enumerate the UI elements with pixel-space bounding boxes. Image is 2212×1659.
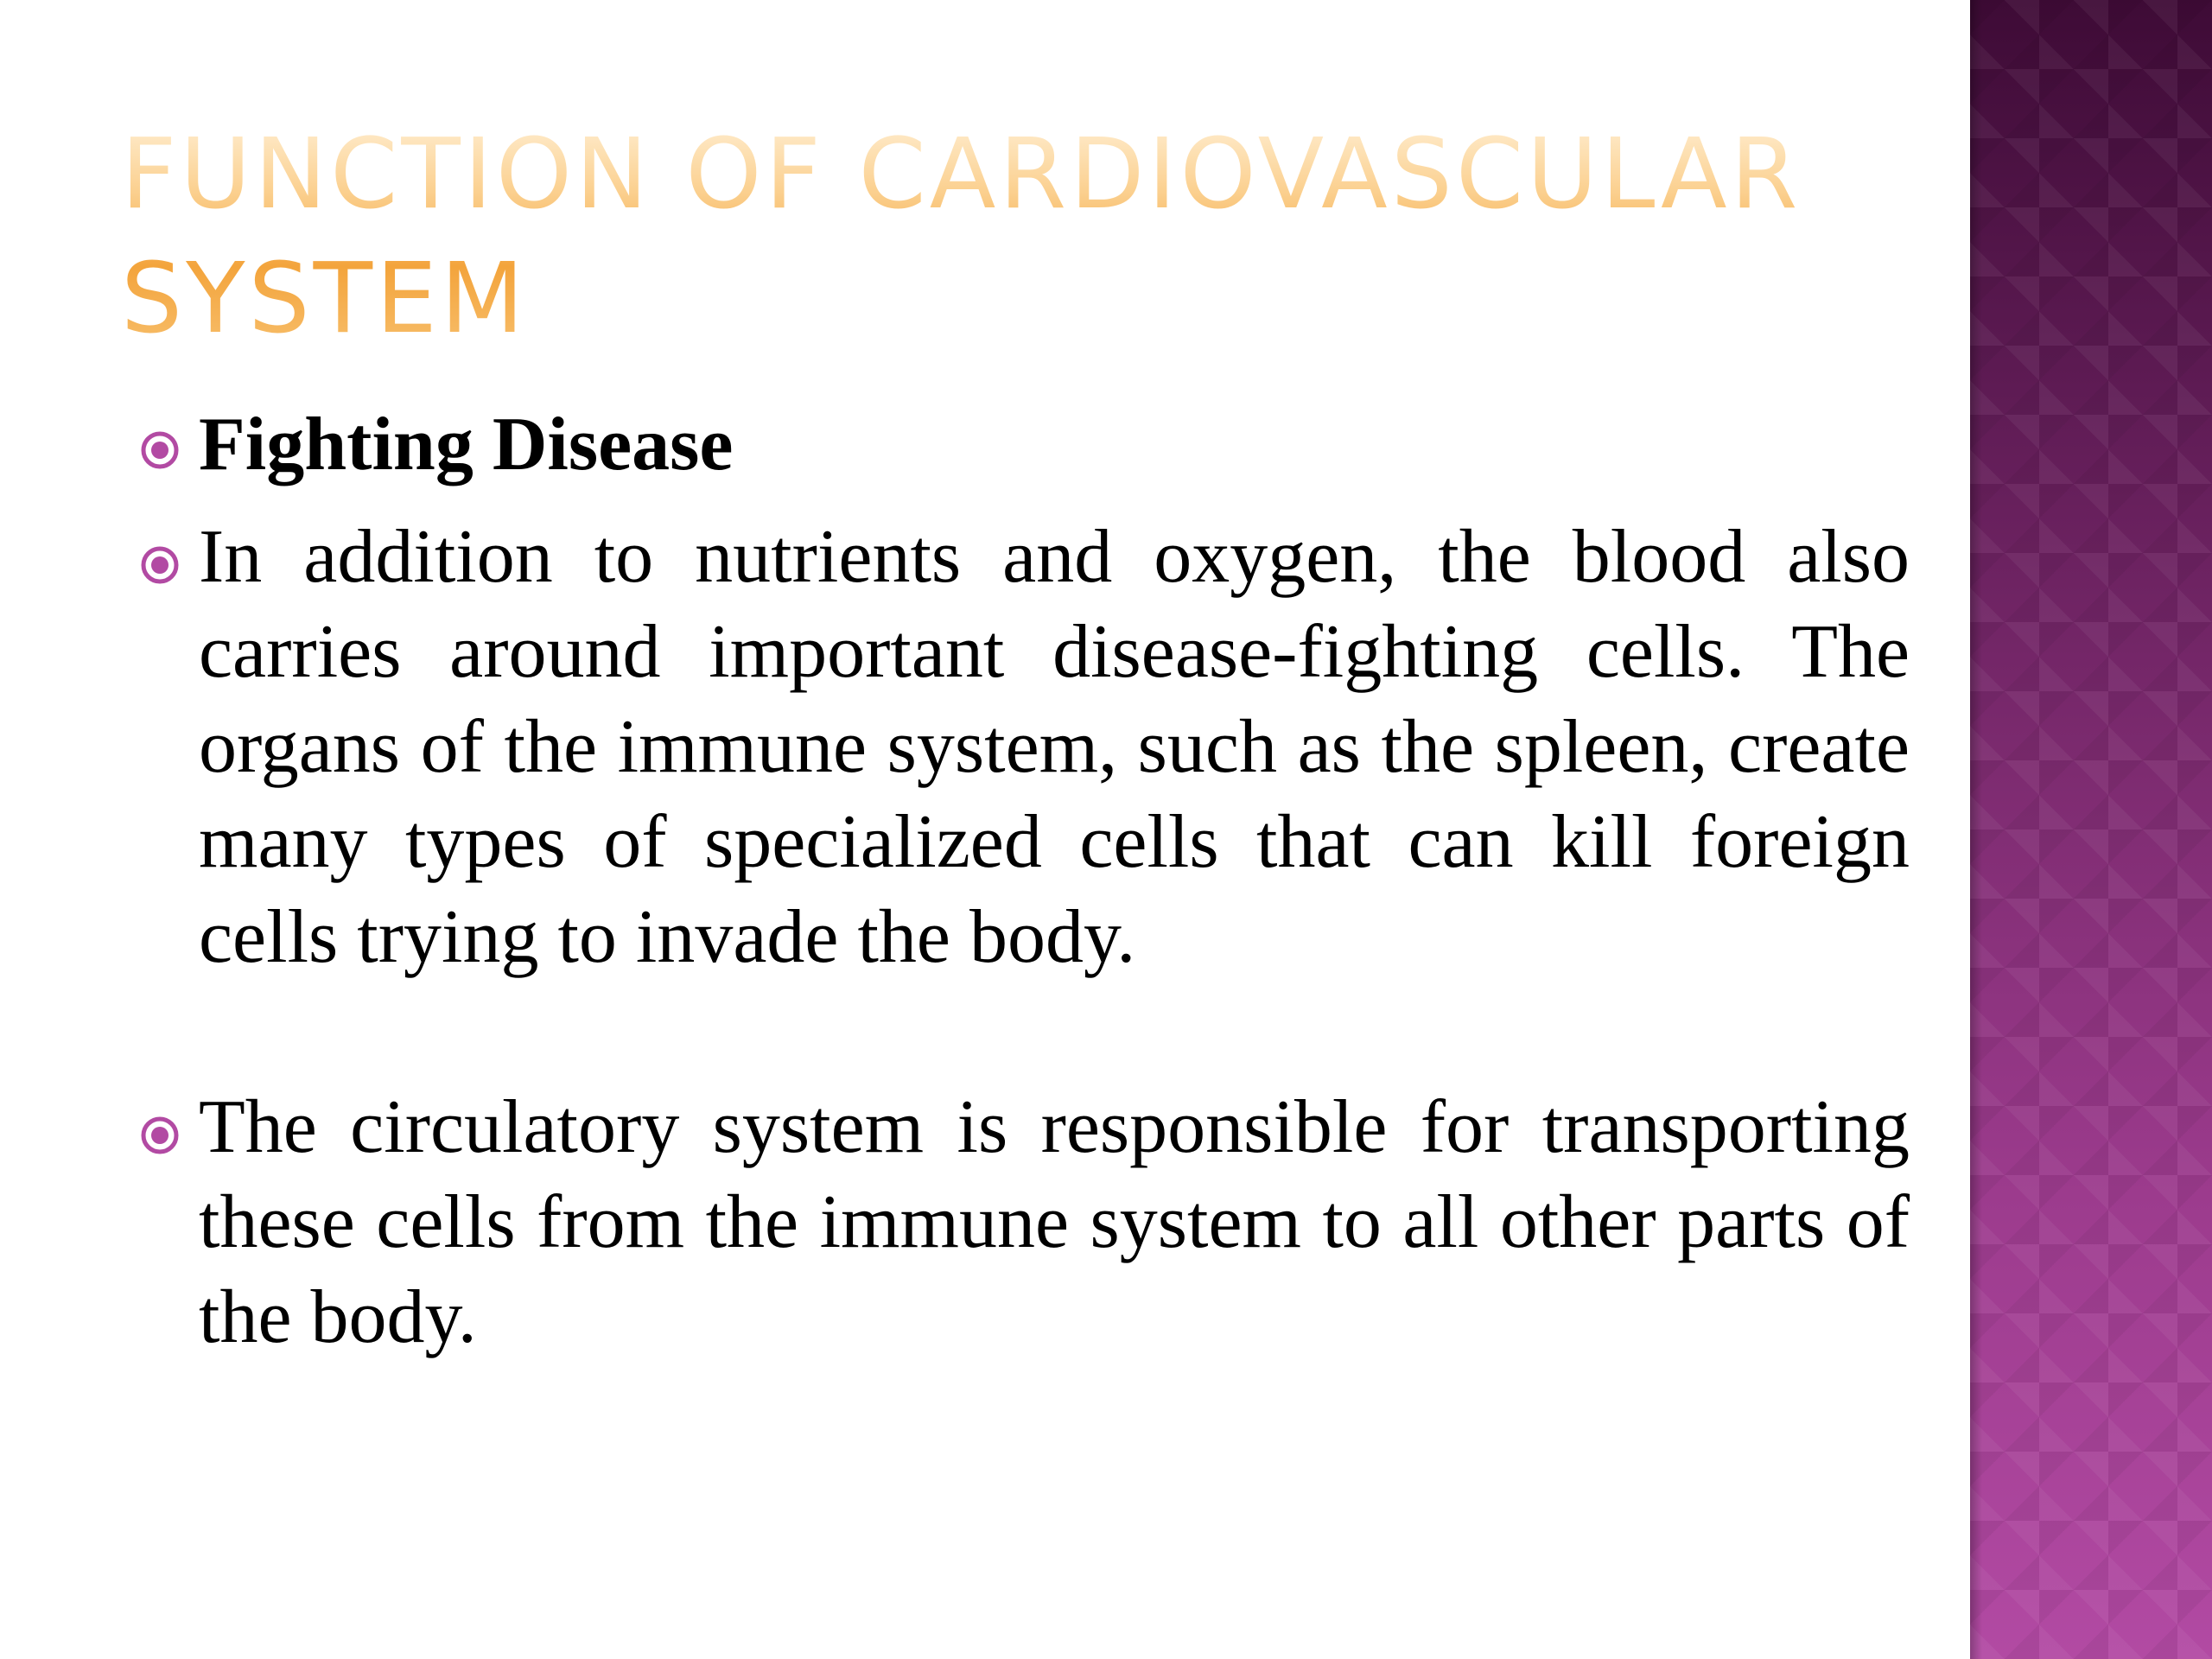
bullet-text: In addition to nutrients and oxygen, the blood also carries around important disease-fighting cells. The organs of the immune system, such as the spleen, create many types of specialized cells that can kill foreign cells trying to invade the body. — [199, 515, 1910, 979]
bullet-text: Fighting Disease — [199, 403, 734, 486]
side-band-shadow — [1970, 0, 1982, 1659]
slide-title — [121, 112, 1901, 361]
circle-dot-icon — [140, 545, 180, 585]
circle-dot-icon — [140, 430, 180, 470]
diamond-pattern — [1970, 0, 2212, 1659]
bullet-item-circulatory-transport — [130, 1080, 1910, 1365]
bullet-item-fighting-disease — [130, 397, 1910, 493]
bullet-item-disease-cells — [130, 510, 1910, 985]
title-line-2: SYSTEM — [121, 243, 528, 355]
circle-dot-icon — [140, 1116, 180, 1155]
title-line-1: FUNCTION OF CARDIOVASCULAR — [121, 118, 1802, 231]
decorative-side-band — [1970, 0, 2212, 1659]
bullet-text: The circulatory system is responsible for transporting these cells from the immune system to all other parts of the body. — [199, 1085, 1910, 1359]
slide-body — [130, 397, 1910, 1365]
